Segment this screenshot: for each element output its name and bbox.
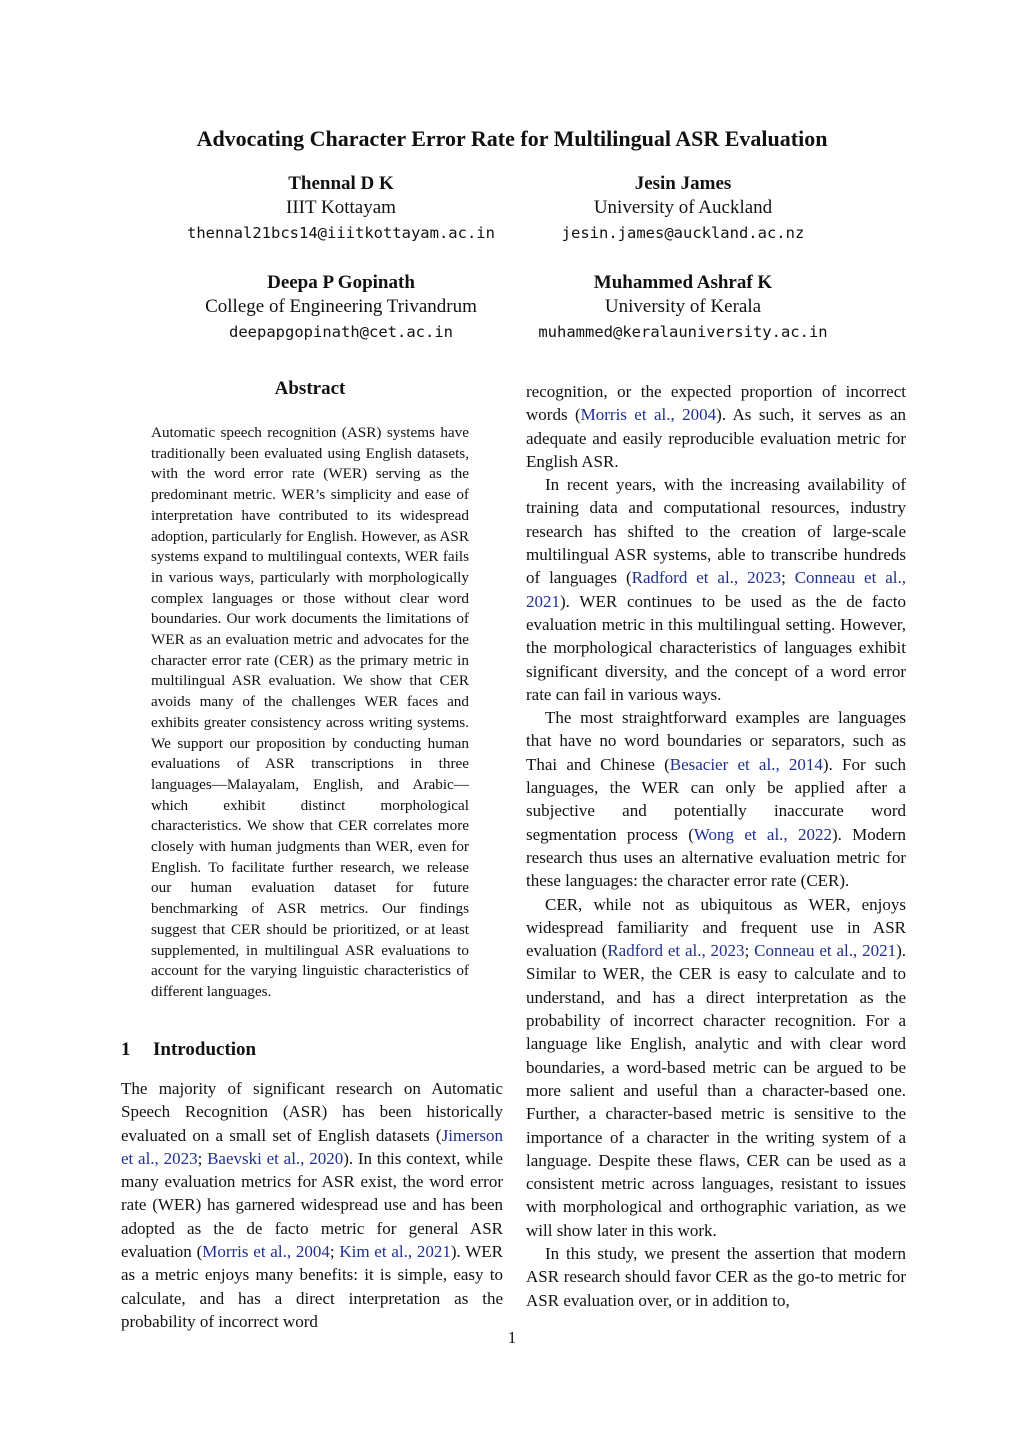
paragraph-text: The most straightforward examples are languages that have no word boundaries or separators, such as Thai and Chinese (: [526, 708, 906, 774]
abstract-heading: Abstract: [274, 378, 346, 399]
citation-link[interactable]: Conneau et al., 2021: [754, 941, 897, 961]
author-name: Jesin James: [634, 173, 732, 194]
paragraph-text: ). As such, it serves as an adequate and easily reproducible evaluation metric for English ASR.: [526, 405, 906, 471]
intro-paragraph: [526, 1242, 906, 1312]
paragraph-text: ). For such languages, the WER can only be applied after a subjective and potentially inaccurate word segmentation process (: [526, 754, 906, 844]
intro-paragraph: [121, 1077, 503, 1333]
paragraph-text: CER, while not as ubiquitous as WER, enjoys widespread familiarity and frequent use in ASR evaluation (: [526, 894, 906, 961]
intro-paragraph: [526, 893, 906, 1242]
author-block-3: [141, 271, 541, 345]
paragraph-text: In this study, we present the assertion that modern ASR research should favor CER as the go-to metric for ASR evaluation over, or in addition to,: [526, 1243, 906, 1310]
intro-left-column: [121, 1077, 503, 1333]
author-email: deepapgopinath@cet.ac.in: [229, 323, 453, 341]
intro-paragraph: [526, 706, 906, 892]
author-affiliation: University of Kerala: [604, 296, 762, 317]
author-email: jesin.james@auckland.ac.nz: [561, 224, 805, 242]
citation-link[interactable]: Wong et al., 2022: [693, 824, 832, 844]
paragraph-text: ;: [329, 1242, 340, 1262]
author-name: Thennal D K: [288, 173, 394, 194]
paragraph-text: In recent years, with the increasing availability of training data and computational resources, industry research has shifted to the creation of large-scale multilingual ASR systems, able to transcribe hundreds of languages (: [526, 475, 906, 588]
intro-right-column: [526, 380, 906, 1312]
abstract-body: Automatic speech recognition (ASR) systems have traditionally been evaluated using English datasets, with the word error rate (WER) serving as the predominant metric. WER’s simplicity and ease of interpretation have contributed to its widespread adoption, particularly for English. However, as ASR systems expand to multilingual contexts, WER fails in various ways, particularly with morphologically complex languages or those without clear word boundaries. Our work documents the limitations of WER as an evaluation metric and advocates for the character error rate (CER) as the primary metric in multilingual ASR evaluation. We show that CER avoids many of the challenges WER faces and exhibits greater consistency across writing systems. We support our proposition by conducting human evaluations of ASR transcriptions in three languages—Malayalam, English, and Arabic—which exhibit distinct morphological characteristics. We show that CER correlates more closely with human judgments than WER, even for English. To facilitate further research, we release our human evaluation dataset for future benchmarking of ASR metrics. Our findings suggest that CER should be prioritized, or at least supplemented, in multilingual ASR evaluations to account for the varying linguistic characteristics of different languages.: [151, 424, 469, 1000]
citation-link[interactable]: Radford et al., 2023: [631, 568, 782, 588]
paper-title: Advocating Character Error Rate for Multilingual ASR Evaluation: [196, 126, 828, 151]
paragraph-text: ;: [197, 1148, 208, 1168]
author-block-1: [141, 172, 541, 246]
paragraph-text: ;: [781, 568, 795, 588]
intro-paragraph: [526, 380, 906, 473]
paragraph-text: ). In this context, while many evaluation metrics for ASR exist, the word error rate (WER) has garnered widespread use and has been adopted as the de facto metric for general ASR evaluation (: [121, 1148, 503, 1262]
section-heading: [121, 1039, 256, 1061]
author-email: muhammed@keralauniversity.ac.in: [538, 323, 828, 341]
intro-paragraph: [526, 473, 906, 706]
citation-link[interactable]: Radford et al., 2023: [607, 941, 745, 961]
author-name: Muhammed Ashraf K: [593, 272, 773, 293]
author-name: Deepa P Gopinath: [267, 272, 415, 293]
paragraph-text: recognition, or the expected proportion of incorrect words (: [526, 382, 906, 425]
citation-link[interactable]: Morris et al., 2004: [202, 1242, 330, 1262]
paragraph-text: ). Similar to WER, the CER is easy to calculate and to understand, and has a direct interpretation as the probability of incorrect character recognition. For a language like English, analytic and with clear word boundaries, a word-based metric can be argued to be more salient and useful than a character-based one. Further, a character-based metric is sensitive to the importance of a character in the writing system of a language. Despite these flaws, CER can be used as a consistent metric across languages, resistant to issues with morphological and orthographic variation, as we will show later in this work.: [526, 941, 907, 1240]
author-affiliation: University of Auckland: [593, 197, 773, 218]
section-number: 1: [121, 1039, 131, 1060]
citation-link[interactable]: Morris et al., 2004: [580, 405, 717, 425]
citation-link[interactable]: Baevski et al., 2020: [207, 1148, 344, 1168]
paragraph-text: ). WER continues to be used as the de facto evaluation metric in this multilingual setting. However, the morphological characteristics of languages exhibit significant diversity, and the concept of a word error rate can fail in various ways.: [526, 591, 906, 704]
author-block-2: [483, 172, 883, 246]
page-number: 1: [507, 1328, 517, 1347]
citation-link[interactable]: Conneau et al., 2021: [526, 568, 906, 611]
paragraph-text: ). Modern research thus uses an alternative evaluation metric for these languages: the character error rate (CER).: [526, 824, 906, 891]
author-block-4: [483, 271, 883, 345]
citation-link[interactable]: Besacier et al., 2014: [669, 754, 823, 774]
citation-link[interactable]: Jimerson et al., 2023: [121, 1125, 503, 1168]
author-affiliation: IIIT Kottayam: [286, 197, 396, 218]
paragraph-text: ;: [744, 941, 755, 961]
paragraph-text: ). WER as a metric enjoys many benefits: it is simple, easy to calculate, and has a direct interpretation as the probability of incorrect word: [121, 1242, 503, 1331]
paragraph-text: The majority of significant research on Automatic Speech Recognition (ASR) has been historically evaluated on a small set of English datasets (: [121, 1079, 503, 1145]
author-affiliation: College of Engineering Trivandrum: [205, 296, 477, 317]
author-email: thennal21bcs14@iiitkottayam.ac.in: [187, 224, 495, 242]
section-title: Introduction: [153, 1039, 257, 1060]
citation-link[interactable]: Kim et al., 2021: [339, 1242, 451, 1262]
